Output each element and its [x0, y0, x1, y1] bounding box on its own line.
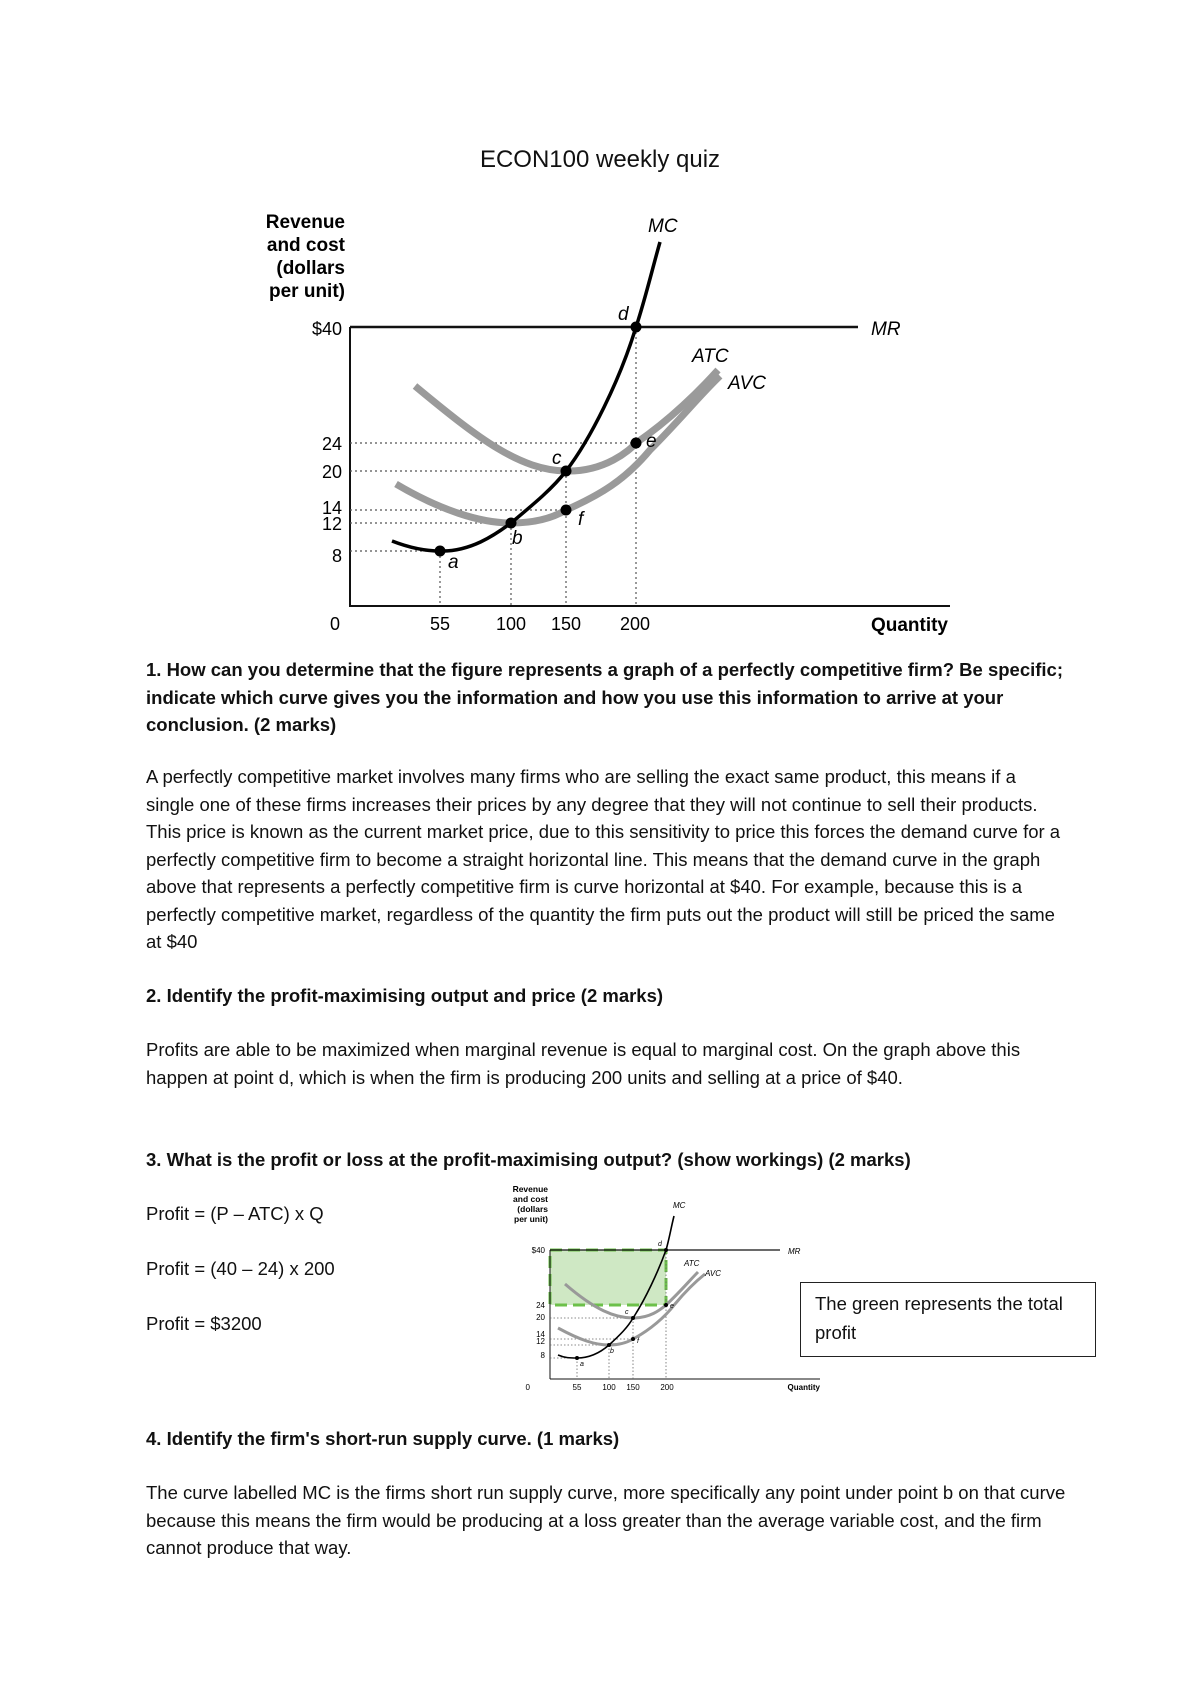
profit-note-box: The green represents the total profit [800, 1282, 1096, 1357]
y-tick-0: 0 [329, 614, 340, 634]
y-tick-40: $40 [311, 319, 342, 339]
small-x-tick-55: 55 [572, 1383, 582, 1392]
small-point-label-d: d [658, 1241, 662, 1248]
point-label-b: b [512, 528, 523, 549]
small-point-b [607, 1343, 611, 1347]
small-point-label-a: a [580, 1361, 584, 1368]
atc-label: ATC [692, 346, 729, 367]
point-label-c: c [552, 448, 562, 469]
small-mr-label: MR [788, 1247, 801, 1256]
y-tick-14: 14 [321, 498, 342, 518]
small-y-axis-label-line: per unit) [514, 1214, 548, 1224]
small-point-label-f: f [637, 1338, 639, 1345]
y-axis-label-line: Revenue [265, 212, 345, 233]
small-y-tick-0: 0 [525, 1383, 530, 1392]
point-a [435, 546, 446, 557]
small-point-a [575, 1356, 579, 1360]
small-point-d [664, 1248, 668, 1252]
y-tick-20: 20 [321, 462, 342, 482]
profit-result: Profit = $3200 [146, 1313, 262, 1334]
mr-label: MR [871, 319, 901, 340]
atc-curve [415, 370, 718, 471]
point-d [631, 322, 642, 333]
y-tick-24: 24 [321, 434, 342, 454]
x-tick-100: 100 [495, 614, 527, 634]
small-y-tick-8: 8 [540, 1351, 545, 1360]
answer-4: The curve labelled MC is the firms short run supply curve, more specifically any point under point b on that curve because this means the firm would be producing at a loss greater than the average variable cost, and the firm cannot produce that way. [146, 1482, 1066, 1558]
question-2: 2. Identify the profit-maximising output and price (2 marks) [146, 985, 664, 1006]
small-point-c [631, 1316, 635, 1320]
small-y-axis-label-line: (dollars [517, 1204, 548, 1214]
avc-label: AVC [728, 373, 767, 394]
small-y-axis-label-line: Revenue [512, 1184, 548, 1194]
answer-1: A perfectly competitive market involves many firms who are selling the exact same product, this means if a single one of these firms increases their prices by any degree that they will not continue to sell their products. This price is known as the current market price, due to this sensitivity to price this forces the demand curve for a perfectly competitive firm to become a straight horizontal line. This means that the demand curve in the graph above that represents a perfectly competitive firm is curve horizontal at $40. For example, because this is a perfectly competitive market, regardless of the quantity the firm puts out the product will still be priced the same at $40 [146, 766, 1061, 952]
small-x-tick-200: 200 [660, 1383, 674, 1392]
point-label-d: d [618, 304, 629, 325]
small-y-tick-20: 20 [536, 1313, 545, 1322]
small-point-label-b: b [610, 1348, 614, 1355]
small-y-tick-24: 24 [536, 1301, 545, 1310]
y-axis-label [266, 212, 346, 302]
question-4: 4. Identify the firm's short-run supply curve. (1 marks) [146, 1428, 620, 1449]
y-tick-12: 12 [321, 514, 342, 534]
small-y-tick-14: 14 [536, 1330, 545, 1339]
small-y-tick-40: $40 [531, 1246, 545, 1255]
x-tick-55: 55 [429, 614, 451, 634]
small-point-e [664, 1303, 668, 1307]
point-label-e: e [646, 431, 657, 452]
profit-formula: Profit = (P – ATC) x Q [146, 1203, 324, 1224]
point-f [561, 505, 572, 516]
x-tick-200: 200 [619, 614, 651, 634]
page-title: ECON100 weekly quiz [479, 146, 721, 173]
point-label-f: f [578, 509, 584, 530]
y-axis-label-line: and cost [266, 235, 345, 256]
cost-revenue-chart [0, 0, 1200, 640]
question-1: 1. How can you determine that the figure represents a graph of a perfectly competitive firm? Be specific; indicate which curve gives you the information and how you use this information to arrive at your conclusion. (2 marks) [146, 659, 1064, 735]
small-y-ticks [526, 1246, 546, 1392]
y-tick-labels [312, 319, 342, 634]
point-label-a: a [448, 552, 459, 573]
point-c [561, 466, 572, 477]
small-y-axis-label-line: and cost [513, 1194, 548, 1204]
y-axis-label-line: per unit) [269, 281, 345, 302]
x-tick-150: 150 [550, 614, 582, 634]
small-y-axis-label [513, 1184, 549, 1224]
y-tick-8: 8 [331, 546, 342, 566]
small-atc-label: ATC [684, 1259, 700, 1268]
y-axis-label-line: (dollars [276, 258, 345, 279]
small-avc-label: AVC [705, 1269, 722, 1278]
small-mc-label: MC [673, 1201, 686, 1210]
small-x-tick-150: 150 [626, 1383, 640, 1392]
small-x-axis-label: Quantity [787, 1383, 820, 1392]
point-b [506, 518, 517, 529]
question-3: 3. What is the profit or loss at the profit-maximising output? (show workings) (2 marks) [146, 1149, 911, 1170]
small-point-f [631, 1337, 635, 1341]
small-y-tick-12: 12 [536, 1337, 545, 1346]
small-point-label-e: e [670, 1303, 674, 1310]
small-x-ticks [573, 1383, 675, 1392]
answer-2: Profits are able to be maximized when marginal revenue is equal to marginal cost. On the graph above this happen at point d, which is when the firm is producing 200 units and selling at a price of $40. [146, 1039, 1021, 1088]
profit-area [550, 1250, 666, 1305]
point-e [631, 438, 642, 449]
x-tick-labels [430, 614, 650, 634]
small-point-label-c: c [625, 1309, 629, 1316]
profit-substitution: Profit = (40 – 24) x 200 [146, 1258, 335, 1279]
x-axis-label: Quantity [870, 615, 948, 636]
small-x-tick-100: 100 [602, 1383, 616, 1392]
mc-label: MC [648, 216, 678, 237]
